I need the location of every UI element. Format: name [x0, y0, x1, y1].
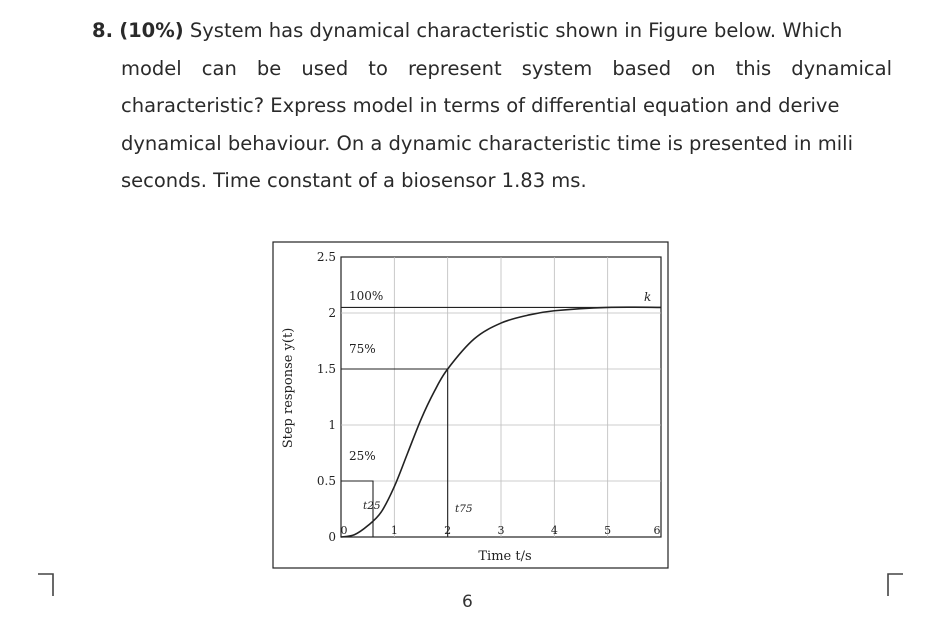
x-tick-label-4: 4 [550, 524, 558, 537]
x-tick-label-3: 3 [497, 524, 505, 537]
y-axis-label: Step response y(t) [281, 327, 296, 449]
question-points: (10%) [119, 19, 184, 42]
question-text-line-2: model can be used to represent system based on this dynamical [121, 56, 892, 80]
y-tick-label-1_5: 1.5 [316, 362, 336, 376]
y-tick-labels [317, 250, 336, 544]
y-tick-label-2_5: 2.5 [316, 250, 336, 264]
ref-label-25: 25% [349, 449, 376, 463]
y-tick-label-1: 1 [328, 418, 336, 432]
figure-frame [273, 242, 668, 568]
y-tick-label-0: 0 [328, 530, 336, 544]
page-number: 6 [462, 592, 473, 612]
gain-label-k: k [644, 290, 652, 304]
x-tick-label-6: 6 [653, 524, 661, 537]
question-text-line-1: System has dynamical characteristic shown in Figure below. Which [189, 19, 843, 42]
grid-lines [341, 257, 661, 537]
question-text-line-3: characteristic? Express model in terms of differential equation and derive [121, 94, 840, 117]
t25-label: t25 [363, 500, 381, 512]
corner-mark-left [36, 572, 56, 598]
x-tick-label-0: 0 [340, 524, 348, 537]
corner-mark-right [885, 572, 905, 598]
ref-label-100: 100% [349, 289, 384, 303]
x-tick-label-1: 1 [390, 524, 398, 537]
ref-label-75: 75% [349, 342, 376, 356]
x-tick-label-5: 5 [604, 524, 612, 537]
question-text-line-4: dynamical behaviour. On a dynamic characteristic time is presented in mili [121, 131, 853, 155]
question-text-line-5: seconds. Time constant of a biosensor 1.83 ms. [121, 169, 587, 192]
y-tick-label-0_5: 0.5 [316, 474, 336, 488]
t75-label: t75 [455, 503, 473, 515]
x-tick-label-2: 2 [444, 524, 452, 537]
y-tick-label-2: 2 [328, 306, 336, 320]
x-axis-label: Time t/s [478, 549, 532, 564]
question-number: 8. [92, 19, 113, 42]
x-tick-labels [341, 524, 661, 537]
